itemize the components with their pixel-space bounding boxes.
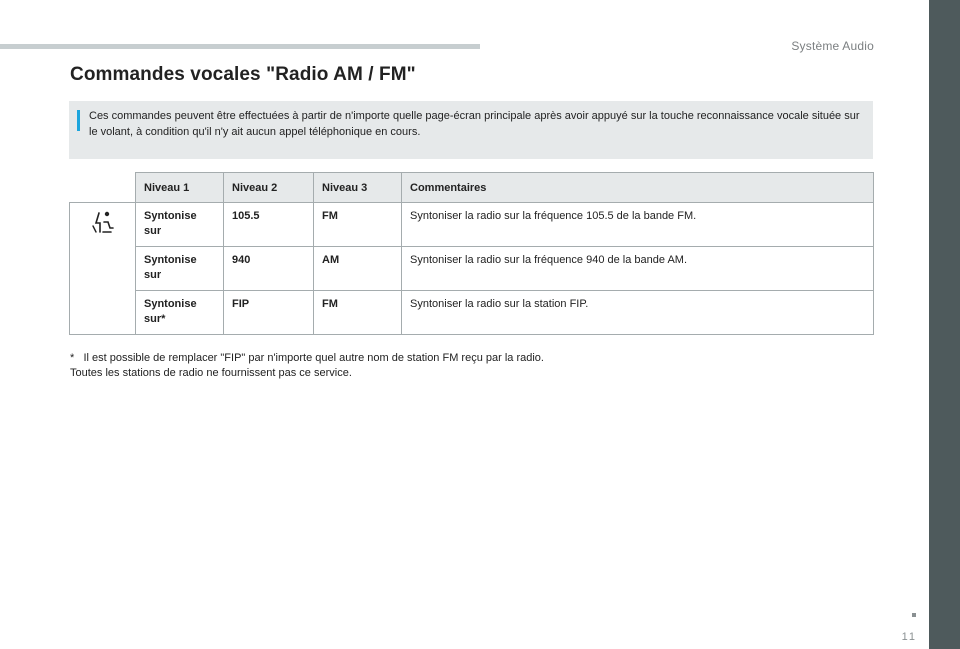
header-level1: Niveau 1 xyxy=(136,173,224,203)
table-row xyxy=(70,203,874,247)
row1-level3: FM xyxy=(314,203,402,247)
row2-level3: AM xyxy=(314,247,402,291)
info-box xyxy=(69,101,873,159)
info-accent-bar xyxy=(77,110,80,131)
page-title: Commandes vocales "Radio AM / FM" xyxy=(70,64,416,85)
voice-command-icon xyxy=(90,210,116,236)
footnote-stations: Toutes les stations de radio ne fournissent pas ce service. xyxy=(70,367,352,379)
header-comments: Commentaires xyxy=(402,173,874,203)
row3-level1: Syntonise sur* xyxy=(136,291,224,335)
row1-level1: Syntonise sur xyxy=(136,203,224,247)
table-header-blank xyxy=(70,173,136,203)
row1-level2: 105.5 xyxy=(224,203,314,247)
section-label: Système Audio xyxy=(791,39,874,53)
row3-level3: FM xyxy=(314,291,402,335)
row2-level1: Syntonise sur xyxy=(136,247,224,291)
voice-commands-table xyxy=(69,172,874,335)
page-marker xyxy=(912,613,916,617)
header-rule xyxy=(0,44,480,49)
table-row xyxy=(70,247,874,291)
footnotes xyxy=(70,351,544,381)
footnote-fip: * Il est possible de remplacer "FIP" par n'importe quel autre nom de station FM reçu par la radio. xyxy=(70,352,544,364)
row2-comment: Syntoniser la radio sur la fréquence 940 de la bande AM. xyxy=(402,247,874,291)
info-text: Ces commandes peuvent être effectuées à partir de n'importe quelle page-écran principale après avoir appuyé sur la touche reconnaissance vocale située sur le volant, à condition qu'il n'y ait aucun appel téléphonique en cours. xyxy=(89,110,860,138)
row2-level2: 940 xyxy=(224,247,314,291)
icon-cell xyxy=(70,203,136,335)
table-header-row xyxy=(70,173,874,203)
header-level2: Niveau 2 xyxy=(224,173,314,203)
page-edge-band xyxy=(929,0,960,649)
row1-comment: Syntoniser la radio sur la fréquence 105.5 de la bande FM. xyxy=(402,203,874,247)
table-row xyxy=(70,291,874,335)
header-level3: Niveau 3 xyxy=(314,173,402,203)
page-number: 11 xyxy=(901,631,917,643)
row3-comment: Syntoniser la radio sur la station FIP. xyxy=(402,291,874,335)
row3-level2: FIP xyxy=(224,291,314,335)
